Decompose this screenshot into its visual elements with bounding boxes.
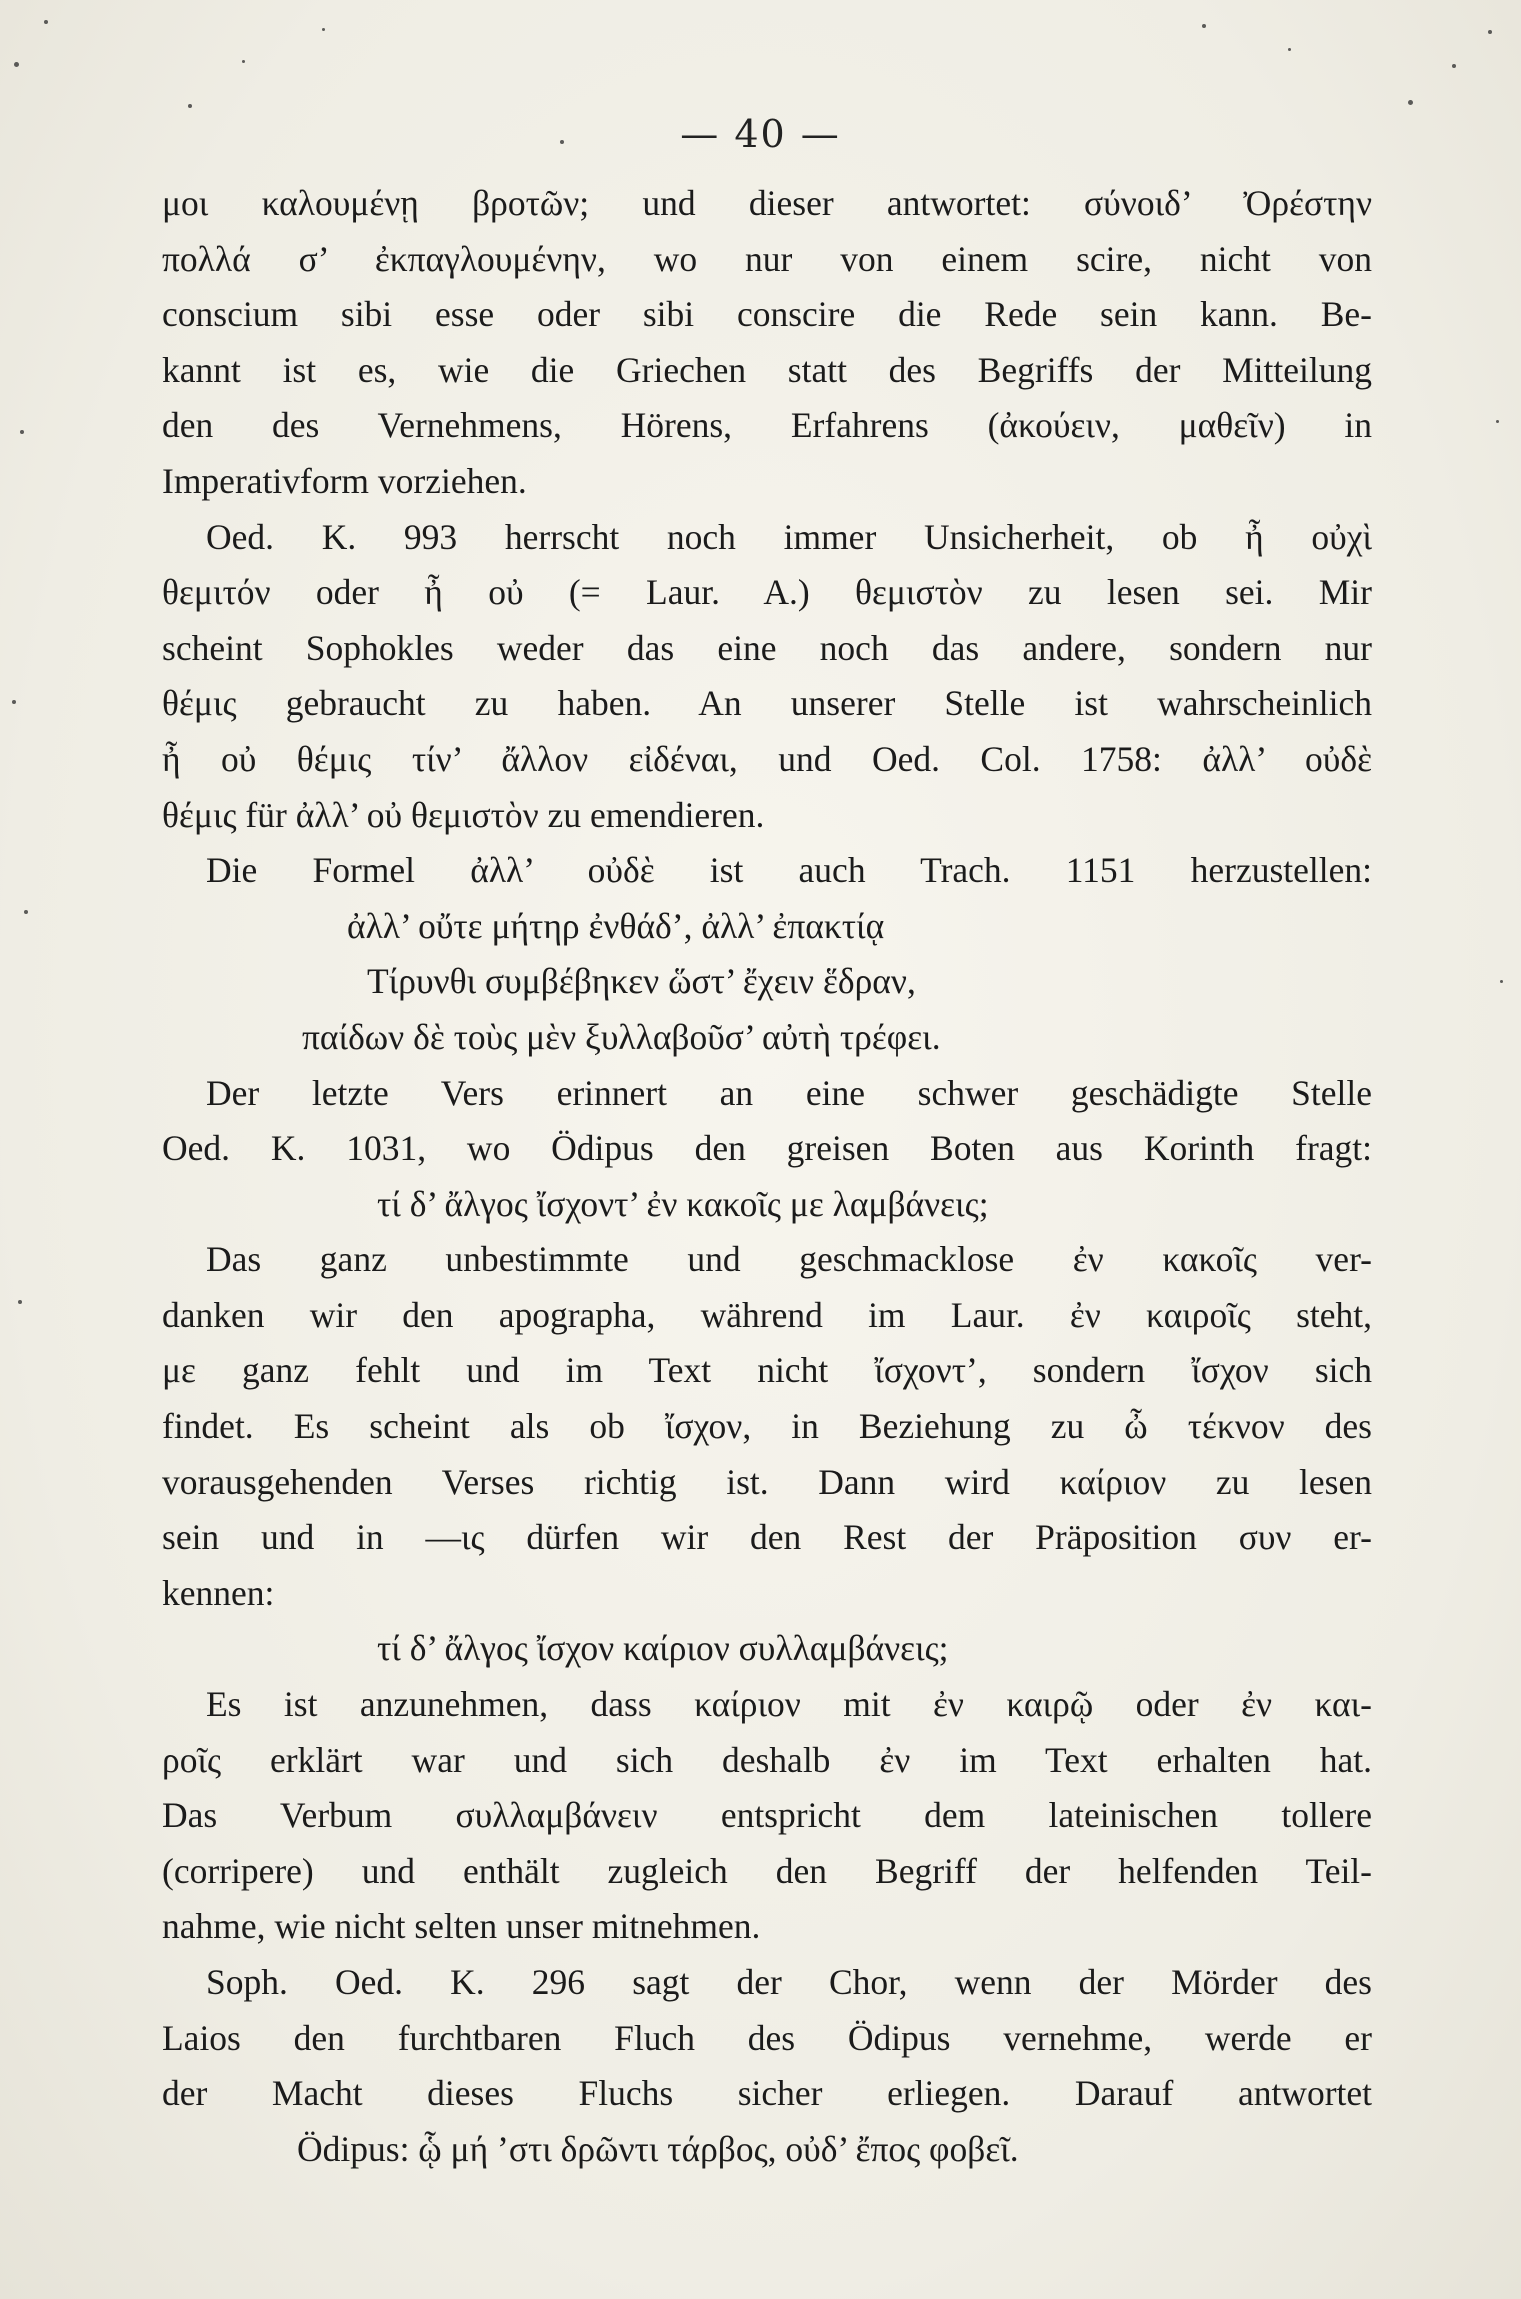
scan-speck xyxy=(18,1300,22,1304)
text-line: findet. Es scheint als ob ἴσχον, in Beziehung zu ὦ τέκνον des xyxy=(162,1406,1372,1447)
text-line: Laios den furchtbaren Fluch des Ödipus vernehme, werde er xyxy=(162,2017,1372,2058)
text-line: με ganz fehlt und im Text nicht ἴσχοντ’, sondern ἴσχον sich xyxy=(162,1350,1372,1391)
text-line: ἦ οὐ θέμις τίν’ ἄλλον εἰδέναι, und Oed. Col. 1758: ἀλλ’ οὐδὲ xyxy=(162,738,1372,779)
scan-speck xyxy=(14,62,19,67)
text-line: scheint Sophokles weder das eine noch das andere, sondern nur xyxy=(162,627,1372,668)
text-line: Es ist anzunehmen, dass καίριον mit ἐν καιρῷ oder ἐν και- xyxy=(206,1684,1372,1725)
text-line: sein und in —ις dürfen wir den Rest der Präposition συν er- xyxy=(162,1517,1372,1558)
scan-speck xyxy=(188,104,192,108)
text-line: πολλά σ’ ἐκπαγλουμένην, wo nur von einem scire, nicht von xyxy=(162,238,1372,279)
text-line: Das Verbum συλλαμβάνειν entspricht dem lateinischen tollere xyxy=(162,1795,1372,1836)
text-line: der Macht dieses Fluchs sicher erliegen. Darauf antwortet xyxy=(162,2073,1372,2114)
scan-speck xyxy=(12,700,16,704)
quote-line: παίδων δὲ τοὺς μὲν ξυλλαβοῦσ’ αὐτὴ τρέφει. xyxy=(302,1016,941,1057)
text-line: Das ganz unbestimmte und geschmacklose ἐν κακοῖς ver- xyxy=(206,1239,1372,1280)
text-line: ροῖς erklärt war und sich deshalb ἐν im Text erhalten hat. xyxy=(162,1739,1372,1780)
quote-line: τί δ’ ἄλγος ἴσχοντ’ ἐν κακοῖς με λαμβάνεις; xyxy=(377,1183,989,1224)
scan-speck xyxy=(1202,24,1206,28)
scan-speck xyxy=(1496,420,1499,423)
text-line: Soph. Oed. K. 296 sagt der Chor, wenn der Mörder des xyxy=(206,1962,1372,2002)
scan-speck xyxy=(1408,100,1413,105)
text-line: vorausgehenden Verses richtig ist. Dann wird καίριον zu lesen xyxy=(162,1461,1372,1502)
scan-speck xyxy=(44,20,48,24)
scan-speck xyxy=(242,60,245,63)
scan-speck xyxy=(1488,30,1492,34)
text-line: θέμις für ἀλλ’ οὐ θεμιστὸν zu emendieren. xyxy=(162,794,765,835)
text-line: Oed. K. 993 herrscht noch immer Unsicherheit, ob ἦ οὐχὶ xyxy=(206,516,1372,557)
text-line: μοι καλουμένῃ βροτῶν; und dieser antwortet: σύνοιδ’ Ὀρέστην xyxy=(162,183,1372,223)
quote-line: τί δ’ ἄλγος ἴσχον καίριον συλλαμβάνεις; xyxy=(377,1628,949,1669)
quote-line: ἀλλ’ οὔτε μήτηρ ἐνθάδ’, ἀλλ’ ἐπακτίᾳ xyxy=(347,905,885,946)
text-line: Ödipus: ᾧ μή ’στι δρῶντι τάρβος, οὐδ’ ἔπος φοβεῖ. xyxy=(297,2128,1019,2169)
text-line: den des Vernehmens, Hörens, Erfahrens (ἀκούειν, μαθεῖν) in xyxy=(162,405,1372,446)
scan-speck xyxy=(1288,48,1291,51)
scan-speck xyxy=(1500,980,1503,983)
text-line: θέμις gebraucht zu haben. An unserer Stelle ist wahrscheinlich xyxy=(162,683,1372,724)
text-line: nahme, wie nicht selten unser mitnehmen. xyxy=(162,1906,761,1947)
scan-speck xyxy=(20,430,24,434)
page-number: — 40 — xyxy=(680,112,841,156)
text-line: kennen: xyxy=(162,1572,275,1613)
text-line: θεμιτόν oder ἦ οὐ (= Laur. A.) θεμιστὸν zu lesen sei. Mir xyxy=(162,572,1372,613)
text-line: conscium sibi esse oder sibi conscire die Rede sein kann. Be- xyxy=(162,294,1372,335)
text-line: kannt ist es, wie die Griechen statt des Begriffs der Mitteilung xyxy=(162,349,1372,390)
scan-speck xyxy=(322,28,325,31)
text-line: (corripere) und enthält zugleich den Begriff der helfenden Teil- xyxy=(162,1850,1372,1891)
text-line: Oed. K. 1031, wo Ödipus den greisen Boten aus Korinth fragt: xyxy=(162,1128,1372,1169)
text-line: Der letzte Vers erinnert an eine schwer geschädigte Stelle xyxy=(206,1072,1372,1113)
scan-speck xyxy=(24,910,28,914)
body-text xyxy=(162,176,1372,2177)
scan-speck xyxy=(1452,64,1456,68)
quote-line: Τίρυνθι συμβέβηκεν ὥστ’ ἔχειν ἕδραν, xyxy=(367,961,916,1002)
text-line: Imperativform vorziehen. xyxy=(162,460,527,501)
text-line: Die Formel ἀλλ’ οὐδὲ ist auch Trach. 1151 herzustellen: xyxy=(206,850,1372,891)
text-line: danken wir den apographa, während im Laur. ἐν καιροῖς steht, xyxy=(162,1294,1372,1335)
